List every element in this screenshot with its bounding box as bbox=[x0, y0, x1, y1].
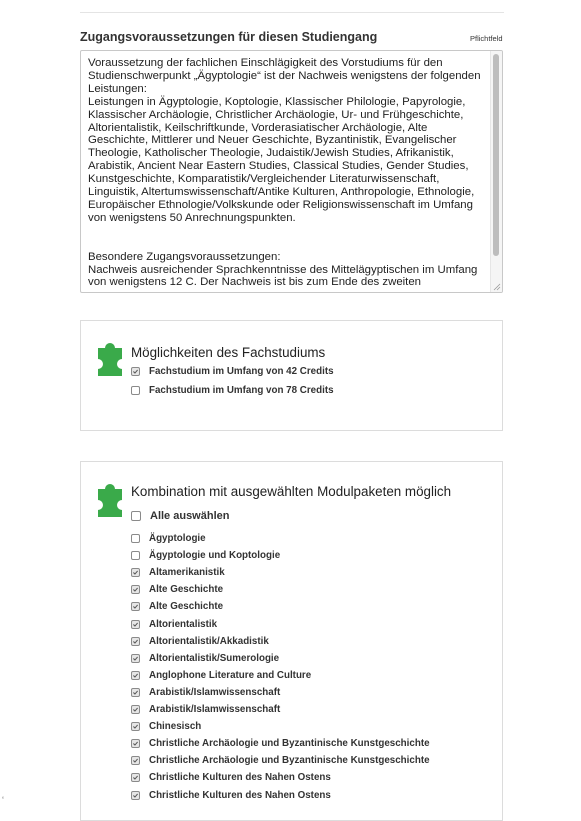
stray-mark: ‘ bbox=[2, 795, 4, 805]
field-title: Zugangsvoraussetzungen für diesen Studiengang bbox=[80, 30, 378, 44]
modulpaket-option[interactable] bbox=[131, 721, 201, 732]
modulpaket-label: Ägyptologie bbox=[149, 533, 206, 544]
modulpaket-checkbox[interactable] bbox=[131, 756, 140, 765]
modulpaket-checkbox[interactable] bbox=[131, 637, 140, 646]
modulpaket-checkbox[interactable] bbox=[131, 551, 140, 560]
modulpaket-label: Chinesisch bbox=[149, 721, 202, 733]
modulpaket-option[interactable] bbox=[131, 584, 223, 595]
puzzle-icon bbox=[96, 483, 124, 519]
select-all-label: Alle auswählen bbox=[150, 510, 230, 522]
modulpaket-option[interactable] bbox=[131, 670, 311, 681]
modulpaket-option[interactable] bbox=[131, 567, 225, 578]
modulpaket-checkbox[interactable] bbox=[131, 705, 140, 714]
modulpaket-label: Altorientalistik/Akkadistik bbox=[149, 635, 269, 647]
modulpaket-checkbox[interactable] bbox=[131, 602, 140, 611]
modulpaket-checkbox[interactable] bbox=[131, 654, 140, 663]
fachstudium-checkbox[interactable] bbox=[131, 386, 140, 395]
modulpaket-checkbox[interactable] bbox=[131, 568, 140, 577]
fachstudium-label: Fachstudium im Umfang von 42 Credits bbox=[149, 366, 334, 377]
modulpaket-label: Ägyptologie und Koptologie bbox=[149, 550, 281, 562]
modulpaket-option[interactable] bbox=[131, 619, 217, 630]
modulpaket-option[interactable] bbox=[131, 550, 280, 561]
select-all-option[interactable] bbox=[131, 510, 229, 522]
textarea-content[interactable]: Voraussetzung der fachlichen Einschlägigkeit des Vorstudiums für den Studienschwerpunkt „Ägyptologie“ ist der Nachweis wenigstens der folgenden Leistungen: Leistungen in Ägyptologie, Koptologie, Klassischer Philologie, Papyrologie, Klassischer Archäologie, Christlicher Archäologie, Ur- und Frühgeschichte, Altorientalistik, Keilschriftkunde, Vorderasiatischer Archäologie, Alte Geschichte, Mittlerer und Neuer Geschichte, Byzantinistik, Evangelischer Theologie, Katholischer Theologie, Judaistik/Jewish Studies, Afrikanistik, Arabistik, Ancient Near Eastern Studies, Classical Studies, Gender Studies, Kunstgeschichte, Komparatistik/Vergleichender Literaturwissenschaft, Linguistik, Altertumswissenschaft/Antike Kulturen, Anthropologie, Ethnologie, Europäischer Ethnologie/Volkskunde oder Religionswissenschaft im Umfang von wenigstens 50 Anrechnungspunkten. Besondere Zugangsvoraussetzungen: Nachweis ausreichender Sprachkenntnisse des Mittelägyptischen im Umfang von wenigstens 12 C. Der Nachweis ist bis zum Ende des zweiten bbox=[88, 57, 481, 289]
modulpaket-checkbox[interactable] bbox=[131, 773, 140, 782]
modulpaket-checkbox[interactable] bbox=[131, 722, 140, 731]
modulpaket-label: Christliche Kulturen des Nahen Ostens bbox=[149, 789, 331, 801]
modulpaket-checkbox[interactable] bbox=[131, 620, 140, 629]
modulpaket-option[interactable] bbox=[131, 772, 331, 783]
modulpaket-label: Altamerikanistik bbox=[149, 567, 225, 579]
puzzle-icon bbox=[96, 342, 124, 378]
modulpaket-checkbox[interactable] bbox=[131, 671, 140, 680]
fachstudium-option[interactable] bbox=[131, 366, 334, 377]
modulpaket-label: Christliche Archäologie und Byzantinische Kunstgeschichte bbox=[149, 738, 430, 750]
fachstudium-panel bbox=[80, 320, 503, 431]
kombination-title: Kombination mit ausgewählten Modulpaketen möglich bbox=[131, 484, 452, 499]
modulpaket-label: Christliche Kulturen des Nahen Ostens bbox=[149, 772, 331, 784]
modulpaket-option[interactable] bbox=[131, 653, 279, 664]
modulpaket-checkbox[interactable] bbox=[131, 688, 140, 697]
modulpaket-label: Anglophone Literature and Culture bbox=[149, 669, 312, 681]
modulpaket-label: Altorientalistik bbox=[149, 618, 218, 630]
modulpaket-label: Alte Geschichte bbox=[149, 601, 224, 613]
modulpaket-option[interactable] bbox=[131, 755, 430, 766]
top-divider bbox=[80, 12, 504, 13]
modulpaket-checkbox[interactable] bbox=[131, 534, 140, 543]
fachstudium-option[interactable] bbox=[131, 385, 334, 396]
modulpaket-label: Arabistik/Islamwissenschaft bbox=[149, 704, 281, 715]
modulpaket-option[interactable] bbox=[131, 704, 280, 715]
modulpaket-option[interactable] bbox=[131, 601, 223, 612]
scrollbar-thumb[interactable] bbox=[493, 54, 499, 256]
modulpaket-label: Christliche Archäologie und Byzantinische Kunstgeschichte bbox=[149, 755, 430, 767]
modulpaket-checkbox[interactable] bbox=[131, 585, 140, 594]
fachstudium-title: Möglichkeiten des Fachstudiums bbox=[131, 345, 326, 360]
fachstudium-checkbox[interactable] bbox=[131, 367, 140, 376]
required-label: Pflichtfeld bbox=[470, 34, 503, 43]
modulpaket-option[interactable] bbox=[131, 533, 206, 544]
select-all-checkbox[interactable] bbox=[131, 511, 141, 521]
kombination-panel bbox=[80, 461, 503, 821]
fachstudium-label: Fachstudium im Umfang von 78 Credits bbox=[149, 385, 334, 396]
modulpaket-checkbox[interactable] bbox=[131, 739, 140, 748]
modulpaket-option[interactable] bbox=[131, 738, 430, 749]
modulpaket-option[interactable] bbox=[131, 687, 280, 698]
modulpaket-label: Arabistik/Islamwissenschaft bbox=[149, 686, 281, 698]
resize-grip-icon[interactable] bbox=[492, 282, 501, 291]
modulpaket-label: Altorientalistik/Sumerologie bbox=[149, 652, 280, 664]
modulpaket-option[interactable] bbox=[131, 636, 269, 647]
prerequisites-textarea[interactable] bbox=[80, 50, 503, 293]
modulpaket-label: Alte Geschichte bbox=[149, 584, 224, 596]
modulpaket-option[interactable] bbox=[131, 790, 331, 801]
modulpaket-checkbox[interactable] bbox=[131, 791, 140, 800]
textarea-scrollbar[interactable] bbox=[490, 51, 502, 292]
